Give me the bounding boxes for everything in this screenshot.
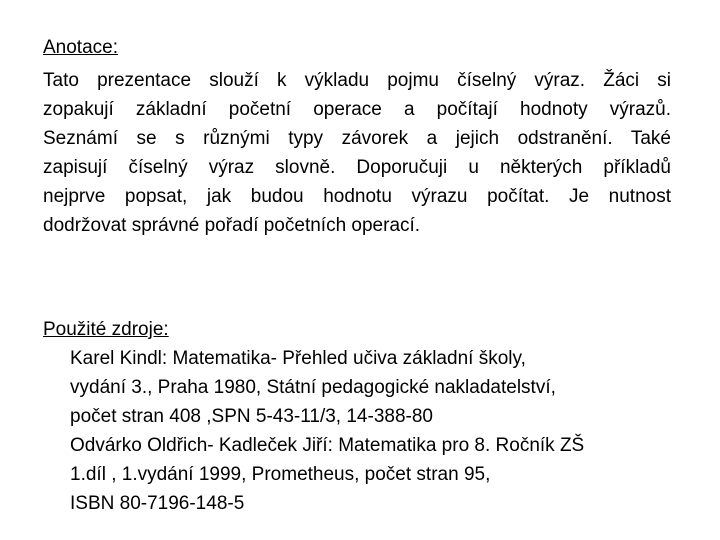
annotation-line: dodržovat správné pořadí početních operací.	[43, 215, 421, 236]
annotation-line: zopakují základní početní operace a počítají hodnoty výrazů.	[43, 99, 671, 120]
source-line: Karel Kindl: Matematika- Přehled učiva základní školy,	[70, 348, 526, 369]
source-line: ISBN 80-7196-148-5	[70, 493, 245, 514]
sources-heading: Použité zdroje:	[43, 319, 169, 340]
annotation-line: nejprve popsat, jak budou hodnotu výrazu počítat. Je nutnost	[43, 186, 671, 207]
source-line: Odvárko Oldřich- Kadleček Jiří: Matematika pro 8. Ročník ZŠ	[70, 435, 585, 456]
annotation-line: Tato prezentace slouží k výkladu pojmu číselný výraz. Žáci si	[43, 70, 671, 91]
sources-list	[70, 347, 690, 521]
annotation-heading: Anotace:	[43, 37, 118, 58]
source-line: vydání 3., Praha 1980, Státní pedagogické nakladatelství,	[70, 377, 556, 398]
source-line: 1.díl , 1.vydání 1999, Prometheus, počet stran 95,	[70, 464, 491, 485]
annotation-line: zapisují číselný výraz slovně. Doporučuji u některých příkladů	[43, 157, 671, 178]
annotation-paragraph	[43, 69, 671, 243]
annotation-line: Seznámí se s různými typy závorek a jejich odstranění. Také	[43, 128, 671, 149]
source-line: počet stran 408 ,SPN 5-43-11/3, 14-388-80	[70, 406, 433, 427]
